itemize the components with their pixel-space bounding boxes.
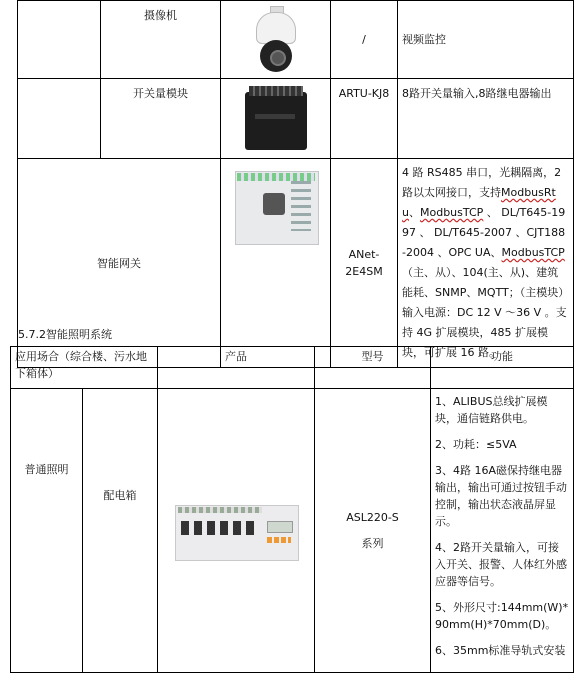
product-function: 8路开关量输入,8路继电器输出: [398, 79, 574, 159]
product-model: /: [331, 1, 398, 79]
header-function: 功能: [431, 347, 574, 389]
product-name: 摄像机: [101, 1, 221, 79]
table-row: [11, 389, 574, 673]
ptz-camera-icon: [221, 1, 331, 79]
product-name: 智能网关: [18, 159, 221, 368]
header-model: 型号: [315, 347, 431, 389]
lighting-controller-icon: [158, 389, 315, 673]
product-name: 开关量模块: [101, 79, 221, 159]
list-item: 1、ALIBUS总线扩展模块，通信链路供电。: [435, 395, 548, 425]
table-row: [18, 79, 574, 159]
list-item: 2、功耗：≤5VA: [435, 438, 517, 451]
list-item: 6、35mm标准导轨式安装: [435, 644, 566, 657]
list-item: 4、2路开关量输入，可接入开关、报警、人体红外感应器等信号。: [435, 541, 567, 588]
product-model: ANet-2E4SM: [331, 159, 398, 368]
scene-cell: 普通照明: [11, 389, 83, 673]
model-cell: ASL220-S 系列: [315, 389, 431, 673]
table-row: [18, 1, 574, 79]
table-header-row: [11, 347, 574, 389]
product-table-upper: [17, 0, 574, 368]
smart-gateway-icon: [221, 159, 331, 368]
list-item: 5、外形尺寸:144mm(W)*90mm(H)*70mm(D)。: [435, 601, 569, 631]
product-function: 视频监控: [398, 1, 574, 79]
switch-module-icon: [221, 79, 331, 159]
header-scene: 应用场合（综合楼、污水地下箱体）: [11, 347, 158, 389]
product-function: 4 路 RS485 串口，光耦隔离，2 路以太网接口，支持ModbusRtu、ModbusTCP 、 DL/T645-1997 、 DL/T645-2007 、CJT188-2004 、OPC UA、ModbusTCP（主、从）、104(主、从)、建筑能耗、SNMP、MQTT；（主模块）输入电源：DC 12 V ～36 V 。支持 4G 扩展模块，485 扩展模块，可扩展 16 路。: [398, 159, 574, 368]
product-model: ARTU-KJ8: [331, 79, 398, 159]
features-cell: [431, 389, 574, 673]
header-product: 产品: [158, 347, 315, 389]
lighting-product-table: [10, 346, 574, 673]
list-item: 3、4路 16A磁保持继电器输出，输出可通过按钮手动控制，输出状态液晶屏显示。: [435, 464, 567, 528]
section-title: 5.7.2智能照明系统: [18, 328, 112, 341]
sub-scene-cell: 配电箱: [83, 389, 158, 673]
